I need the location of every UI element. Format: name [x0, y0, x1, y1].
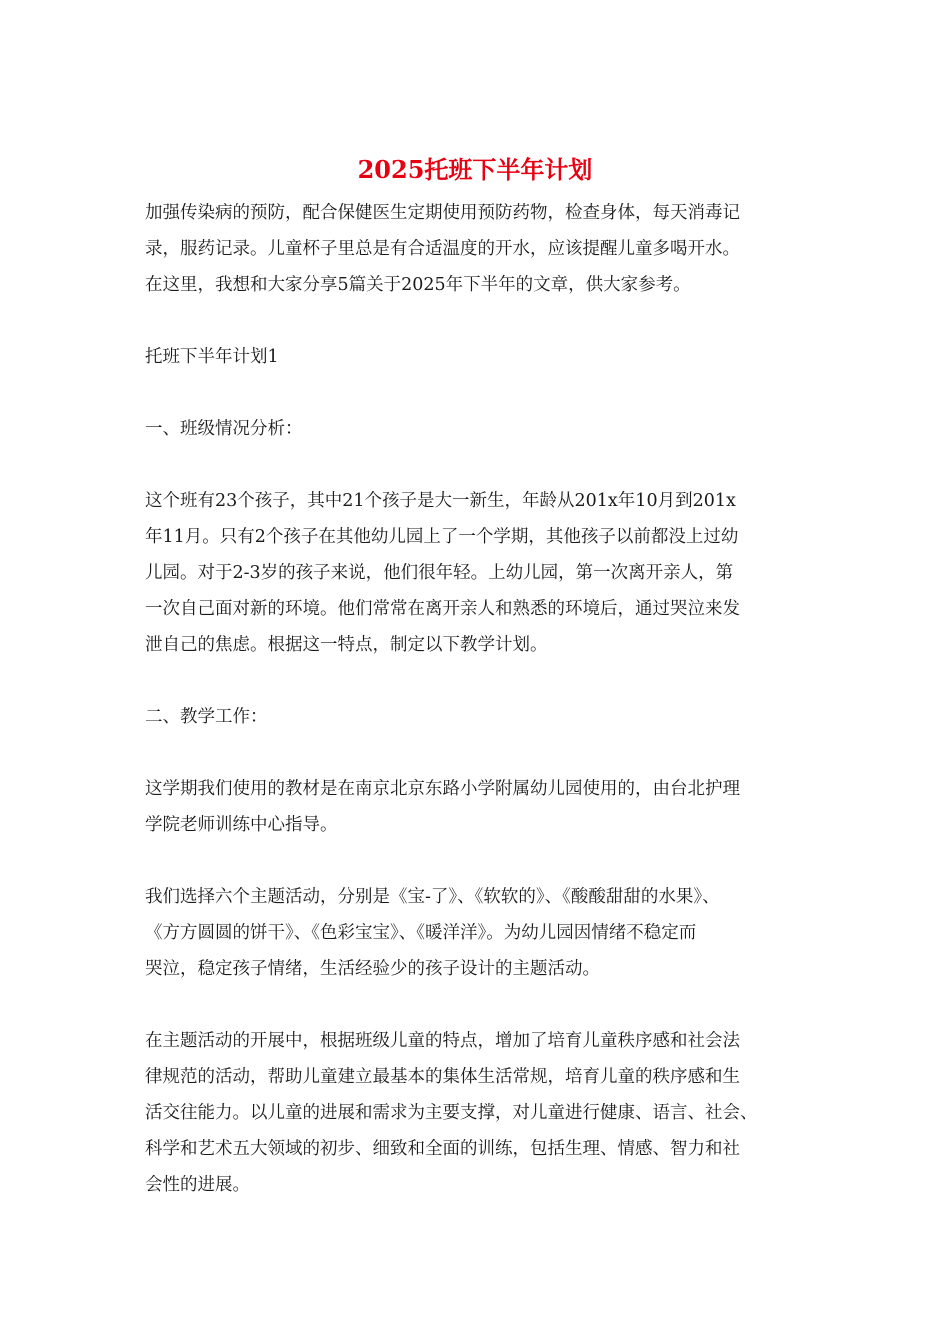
section-heading-class-analysis: 一、班级情况分析：	[145, 419, 303, 439]
section-heading-plan-1: 托班下半年计划1	[145, 347, 279, 367]
class-analysis-paragraph: 这个班有23个孩子，其中21个孩子是大一新生，年龄从201x年10月到201x 年11月。只有2个孩子在其他幼儿园上了一个学期，其他孩子以前都没上过幼 儿园。对于2-3岁的孩子来说，他们很年轻。上幼儿园，第一次离开亲人，第 一次自己面对新的环境。他们常常在离开亲人和熟悉的环境后，通过哭泣来发 泄自己的焦虑。根据这一特点，制定以下教学计划。	[145, 491, 740, 655]
intro-paragraph: 加强传染病的预防，配合保健医生定期使用预防药物，检查身体，每天消毒记 录，服药记录。儿童杯子里总是有合适温度的开水，应该提醒儿童多喝开水。 在这里，我想和大家分享5篇关于2025年下半年的文章，供大家参考。	[145, 203, 740, 295]
activities-paragraph: 在主题活动的开展中，根据班级儿童的特点，增加了培育儿童秩序感和社会法 律规范的活动，帮助儿童建立最基本的集体生活常规，培育儿童的秩序感和生 活交往能力。以儿童的进展和需求为主要支撑，对儿童进行健康、语言、社会、 科学和艺术五大领域的初步、细致和全面的训练，包括生理、情感、智力和社 会性的进展。	[145, 1031, 758, 1195]
paragraph-spacer	[145, 843, 810, 879]
paragraph-spacer	[145, 303, 810, 339]
document-body	[145, 195, 810, 1203]
section-heading-teaching-work: 二、教学工作：	[145, 707, 268, 727]
themes-paragraph: 我们选择六个主题活动，分别是《宝-了》、《软软的》、《酸酸甜甜的水果》、 《方方圆圆的饼干》、《色彩宝宝》、《暖洋洋》。为幼儿园因情绪不稳定而 哭泣，稳定孩子情绪，生活经验少的孩子设计的主题活动。	[145, 887, 720, 979]
textbook-paragraph: 这学期我们使用的教材是在南京北京东路小学附属幼儿园使用的，由台北护理 学院老师训练中心指导。	[145, 779, 740, 835]
paragraph-spacer	[145, 735, 810, 771]
document-title: 2025托班下半年计划	[357, 155, 593, 184]
paragraph-spacer	[145, 987, 810, 1023]
paragraph-spacer	[145, 663, 810, 699]
paragraph-spacer	[145, 447, 810, 483]
paragraph-spacer	[145, 375, 810, 411]
